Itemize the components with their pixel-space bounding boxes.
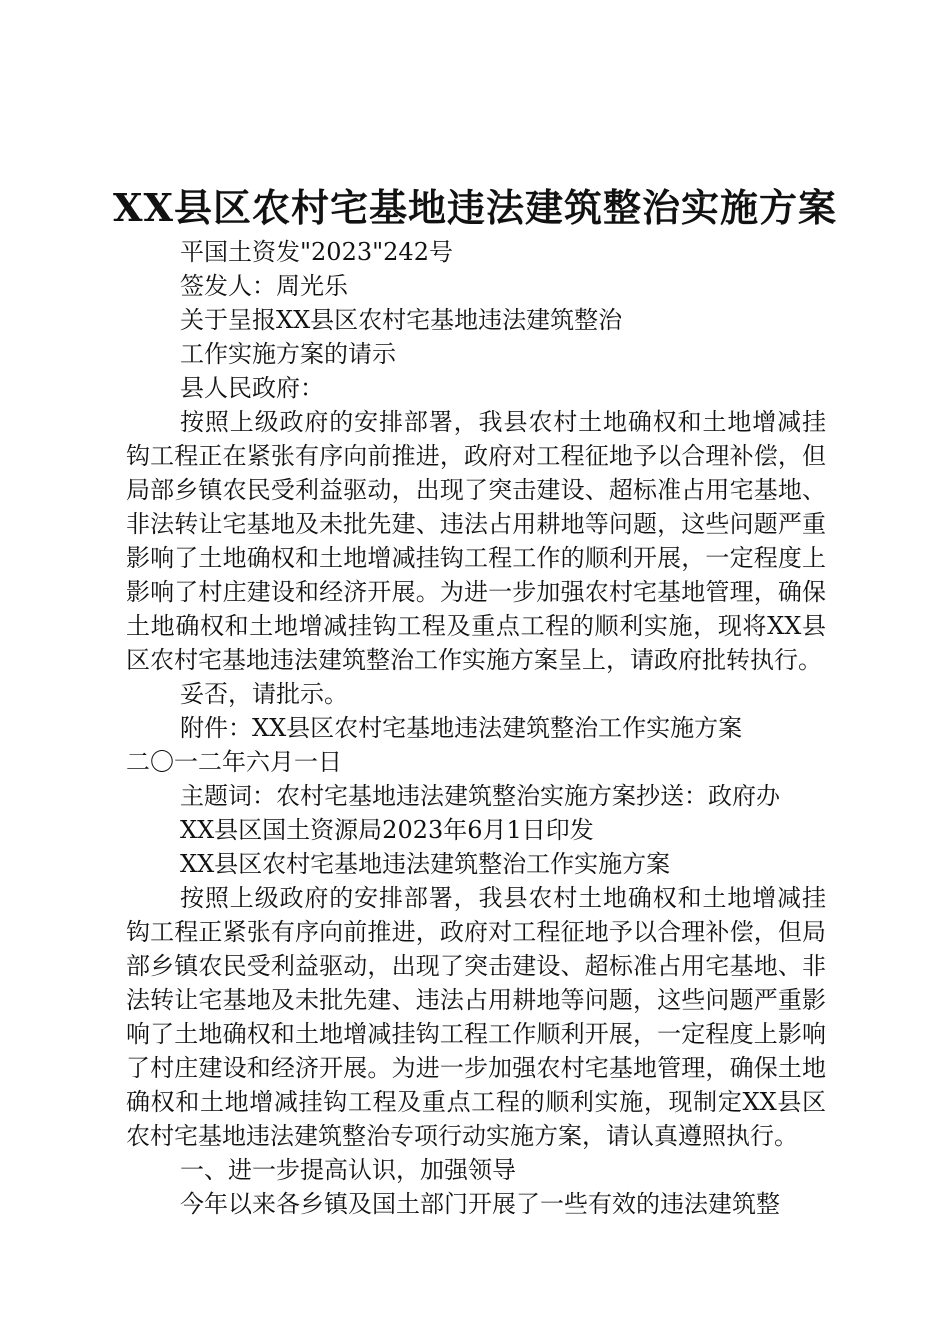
section-1-heading: 一、进一步提高认识，加强领导 bbox=[180, 1156, 516, 1184]
request-title-line-1: 关于呈报XX县区农村宅基地违法建筑整治 bbox=[180, 306, 623, 334]
attachment-line: 附件：XX县区农村宅基地违法建筑整治工作实施方案 bbox=[180, 714, 743, 742]
doc-number: 平国土资发"2023"242号 bbox=[180, 238, 453, 266]
issued-by-line: XX县区国土资源局2023年6月1日印发 bbox=[180, 816, 594, 844]
paragraph-plan-body: 按照上级政府的安排部署，我县农村土地确权和土地增减挂钩工程正紧张有序向前推进，政府对工程征地予以合理补偿，但局部乡镇农民受利益驱动，出现了突击建设、超标准占用宅基地、非法转让宅基地及未批先建、违法占用耕地等问题，这些问题严重影响了土地确权和土地增减挂钩工程工作顺利开展，一定程度上影响了村庄建设和经济开展。为进一步加强农村宅基地管理，确保土地确权和土地增减挂钩工程及重点工程的顺利实施，现制定XX县区农村宅基地违法建筑整治专项行动实施方案，请认真遵照执行。 bbox=[126, 884, 826, 1150]
plan-title: XX县区农村宅基地违法建筑整治工作实施方案 bbox=[180, 850, 671, 878]
subject-words-line: 主题词：农村宅基地违法建筑整治实施方案抄送：政府办 bbox=[180, 782, 780, 810]
addressee: 县人民政府： bbox=[180, 374, 324, 402]
signer-line: 签发人：周光乐 bbox=[180, 272, 348, 300]
paragraph-request-body: 按照上级政府的安排部署，我县农村土地确权和土地增减挂钩工程正在紧张有序向前推进，政府对工程征地予以合理补偿，但局部乡镇农民受利益驱动，出现了突击建设、超标准占用宅基地、非法转让宅基地及未批先建、违法占用耕地等问题，这些问题严重影响了土地确权和土地增减挂钩工程工作的顺利开展，一定程度上影响了村庄建设和经济开展。为进一步加强农村宅基地管理，确保土地确权和土地增减挂钩工程及重点工程的顺利实施，现将XX县区农村宅基地违法建筑整治工作实施方案呈上，请政府批转执行。 bbox=[126, 408, 826, 674]
date-line: 二〇一二年六月一日 bbox=[126, 748, 342, 776]
request-title-line-2: 工作实施方案的请示 bbox=[180, 340, 396, 368]
document-title: XX县区农村宅基地违法建筑整治实施方案 bbox=[113, 185, 837, 230]
approval-request: 妥否，请批示。 bbox=[180, 680, 348, 708]
document-body bbox=[126, 235, 826, 1221]
paragraph-section-1-start: 今年以来各乡镇及国土部门开展了一些有效的违法建筑整 bbox=[180, 1190, 780, 1218]
